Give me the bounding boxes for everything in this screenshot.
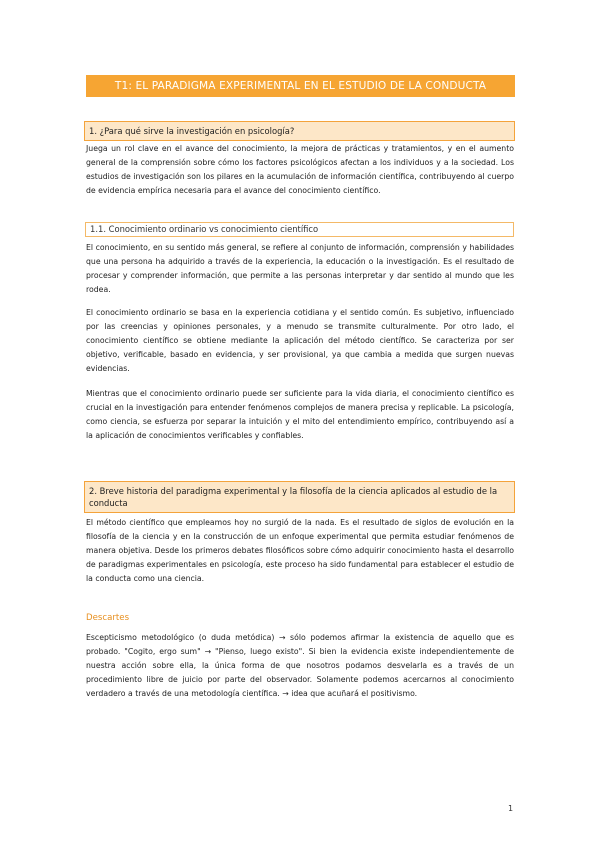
section-2-paragraph: El método científico que empleamos hoy no surgió de la nada. Es el resultado de siglos de evolución en la filosofía de la ciencia y en la construcción de un enfoque experimental que permita estudiar fenómenos de manera objetiva. Desde los primeros debates filosóficos sobre cómo adquirir conocimiento hasta el desarrollo de paradigmas experimentales en psicología, este proceso ha sido fundamental para establecer el estudio de la conducta como una ciencia. <box>86 518 514 584</box>
section-1-1-paragraph-1: El conocimiento, en su sentido más general, se refiere al conjunto de información, comprensión y habilidades que una persona ha adquirido a través de la experiencia, la educación o la investigación. Es el resultado de procesar y comprender información, que permite a las personas interpretar y dar sentido al mundo que les rodea. <box>86 243 514 295</box>
document-title: T1: EL PARADIGMA EXPERIMENTAL EN EL ESTUDIO DE LA CONDUCTA <box>86 75 515 97</box>
section-1-1-paragraph-3: Mientras que el conocimiento ordinario puede ser suficiente para la vida diaria, el conocimiento científico es crucial en la investigación para entender fenómenos complejos de manera precisa y replicable. La psicología, como ciencia, se esfuerza por separar la intuición y el mito del entendimiento empírico, contribuyendo así a la aplicación de conocimientos verificables y confiables. <box>86 389 514 441</box>
descartes-paragraph: Escepticismo metodológico (o duda metódica) → sólo podemos afirmar la existencia de aquello que es probado. "Cogito, ergo sum" → "Pienso, luego existo". Si bien la evidencia existe independientemente de nuestra acción sobre ella, la única forma de que nosotros podamos desvelarla es a través de un procedimiento libre de juicio por parte del observador. Solamente podemos acercarnos al conocimiento verdadero a través de una metodología científica. → idea que acuñará el positivismo. <box>86 633 514 699</box>
section-1-paragraph: Juega un rol clave en el avance del conocimiento, la mejora de prácticas y tratamientos, y en el aumento general de la comprensión sobre cómo los factores psicológicos afectan a los individuos y a la sociedad. Los estudios de investigación son los pilares en la acumulación de información científica, contribuyendo al cuerpo de evidencia empírica necesaria para el avance del conocimiento científico. <box>86 144 514 196</box>
section-1-heading: 1. ¿Para qué sirve la investigación en psicología? <box>84 121 515 141</box>
section-2-heading: 2. Breve historia del paradigma experimental y la filosofía de la ciencia aplicados al estudio de la conducta <box>84 481 515 513</box>
descartes-heading: Descartes <box>86 613 130 623</box>
section-1-1-paragraph-2: El conocimiento ordinario se basa en la experiencia cotidiana y el sentido común. Es subjetivo, influenciado por las creencias y opiniones personales, y a menudo se transmite culturalmente. Por otro lado, el conocimiento científico se obtiene mediante la aplicación del método científico. Se caracteriza por ser objetivo, verificable, basado en evidencia, y ser provisional, ya que cambia a medida que surgen nuevas evidencias. <box>86 308 514 374</box>
page-number: 1 <box>508 804 514 813</box>
section-1-1-heading: 1.1. Conocimiento ordinario vs conocimiento científico <box>85 222 514 237</box>
